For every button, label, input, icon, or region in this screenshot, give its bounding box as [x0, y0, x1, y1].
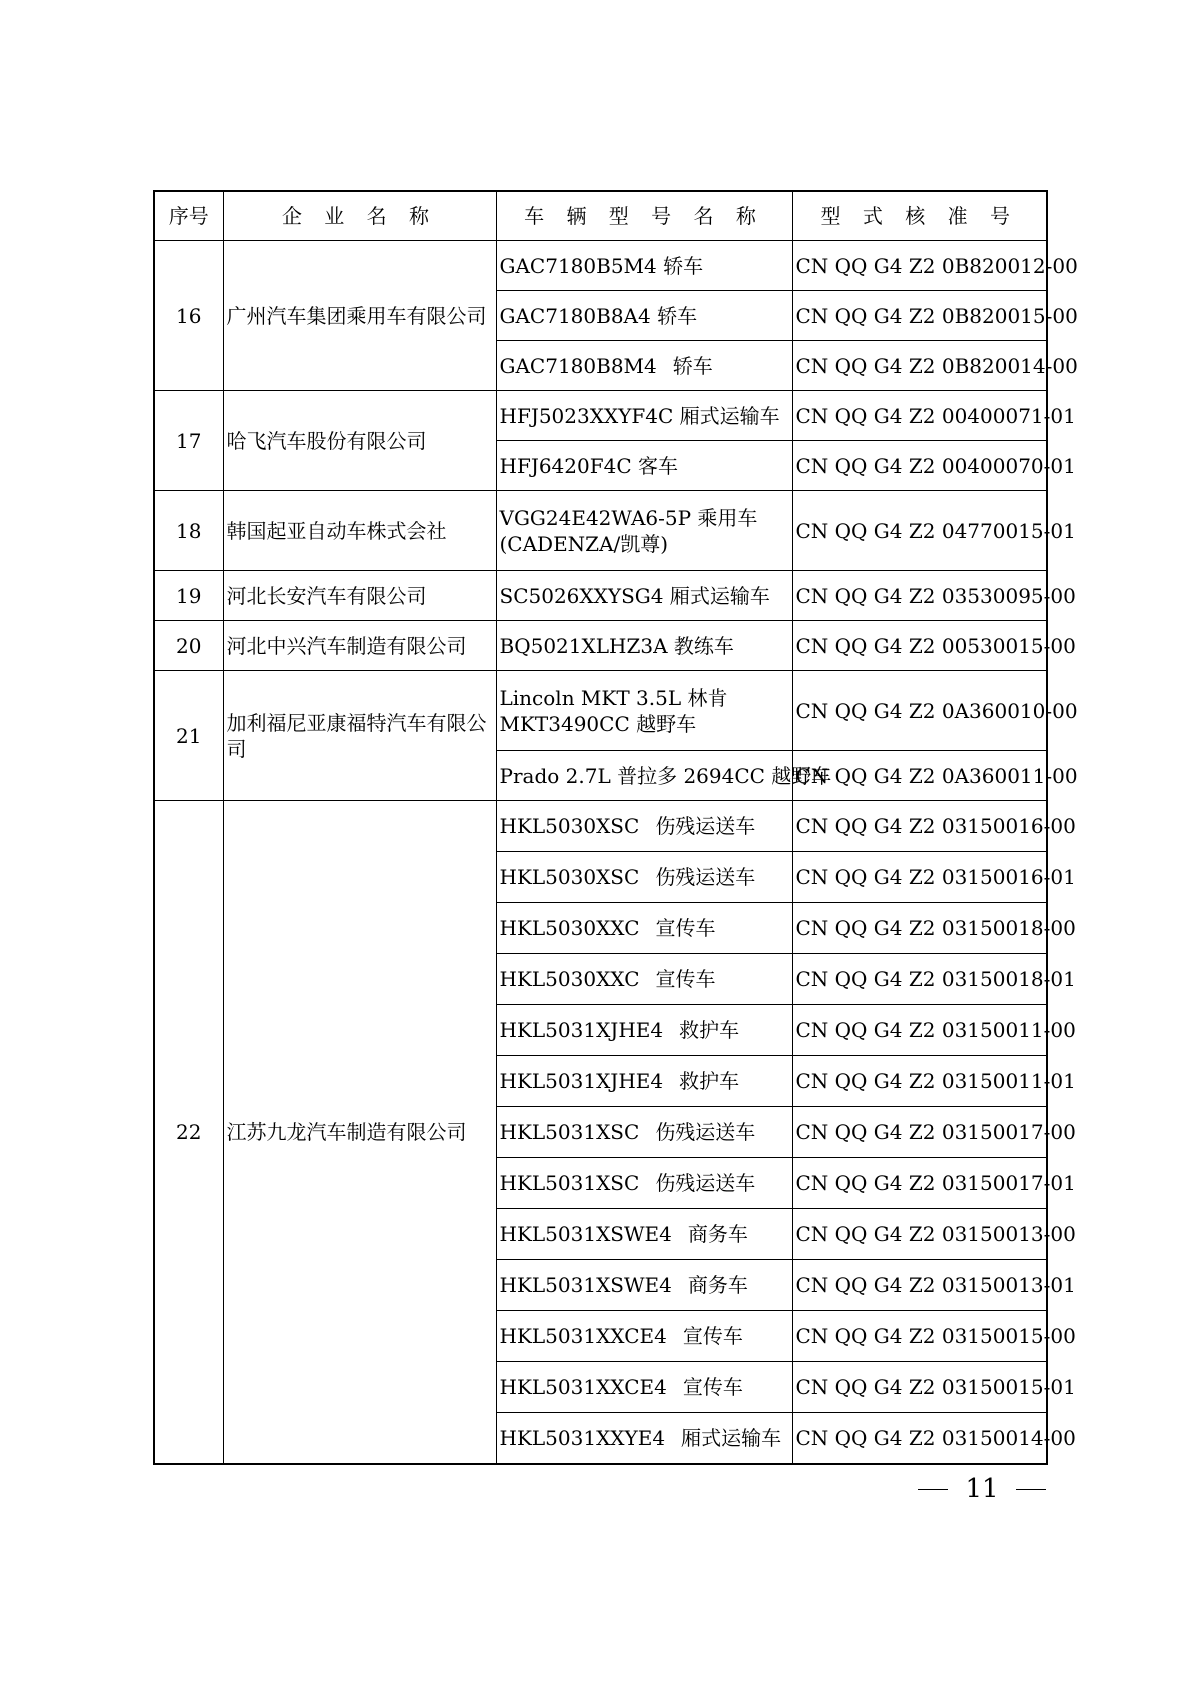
seq-cell: 16: [154, 241, 223, 391]
header-model: 车 辆 型 号 名 称: [496, 191, 792, 241]
model-type: 商务车: [687, 1222, 748, 1246]
model-cell: [496, 751, 832, 801]
seq-cell: 19: [154, 571, 223, 621]
model-cell: [496, 1209, 792, 1260]
model-cell: [496, 1362, 792, 1413]
approval-cell: CN QQ G4 Z2 0B820015-00: [792, 291, 1047, 341]
approval-cell: CN QQ G4 Z2 03530095-00: [792, 571, 1047, 621]
seq-cell: 20: [154, 621, 223, 671]
model-type: 宣传车: [655, 916, 716, 940]
approval-cell: CN QQ G4 Z2 03150018-01: [792, 954, 1047, 1005]
model-type: 救护车: [679, 1018, 740, 1042]
model-code: HKL5030XXC: [499, 967, 640, 991]
model-cell: [496, 241, 792, 291]
company-cell: 江苏九龙汽车制造有限公司: [223, 801, 496, 1464]
company-cell: 哈飞汽车股份有限公司: [223, 391, 496, 491]
model-code: HKL5030XSC: [499, 865, 640, 889]
approval-cell: CN QQ G4 Z2 03150011-00: [792, 1005, 1047, 1056]
approval-cell: CN QQ G4 Z2 00400071-01: [792, 391, 1047, 441]
model-code: HKL5031XJHE4: [499, 1018, 664, 1042]
model-code: GAC7180B5M4: [499, 253, 657, 278]
model-code: HKL5031XXCE4: [499, 1375, 667, 1399]
model-cell: [496, 391, 792, 441]
model-code: HKL5030XSC: [499, 814, 640, 838]
model-cell: [496, 1413, 792, 1464]
model-code: BQ5021XLHZ3A: [499, 633, 668, 658]
approval-cell: CN QQ G4 Z2 03150013-01: [792, 1260, 1047, 1311]
model-cell: [496, 571, 792, 621]
seq-cell: 17: [154, 391, 223, 491]
model-cell: [496, 441, 792, 491]
approval-cell: CN QQ G4 Z2 03150015-01: [792, 1362, 1047, 1413]
header-approval: 型 式 核 准 号: [792, 191, 1047, 241]
model-cell: [496, 903, 792, 954]
approval-cell: CN QQ G4 Z2 03150017-01: [792, 1158, 1047, 1209]
approval-cell: CN QQ G4 Z2 03150013-00: [792, 1209, 1047, 1260]
table-row: [154, 571, 1047, 621]
table-row: [154, 671, 1047, 751]
model-type: 轿车: [672, 353, 713, 378]
approval-cell: CN QQ G4 Z2 03150014-00: [792, 1413, 1047, 1464]
model-type: 厢式运输车: [681, 1425, 782, 1450]
model-code: HKL5031XXCE4: [499, 1324, 667, 1348]
model-cell: [496, 954, 792, 1005]
model-cell: [496, 852, 792, 903]
model-type: 乘用车: [697, 505, 758, 530]
header-seq: 序号: [154, 191, 223, 241]
page-number: [918, 1471, 1046, 1507]
table-row: [154, 391, 1047, 441]
model-type: 救护车: [679, 1069, 740, 1093]
model-cell: [496, 801, 792, 852]
approval-cell: CN QQ G4 Z2 03150015-00: [792, 1311, 1047, 1362]
model-type: 林肯: [687, 685, 728, 710]
model-code: SC5026XXYSG4: [499, 583, 664, 608]
model-type: 轿车: [663, 253, 704, 278]
model-cell: [496, 621, 792, 671]
page-number-value: 11: [965, 1474, 999, 1504]
model-code: VGG24E42WA6-5P: [499, 505, 692, 530]
model-type: 商务车: [687, 1273, 748, 1297]
approval-cell: CN QQ G4 Z2 04770015-01: [792, 491, 1047, 571]
model-code: HKL5031XSWE4: [499, 1273, 672, 1297]
model-code: Lincoln MKT 3.5L: [499, 685, 682, 710]
model-code: HKL5031XJHE4: [499, 1069, 664, 1093]
model-type: 客车: [638, 453, 678, 478]
model-type: 厢式运输车: [679, 403, 780, 428]
approval-cell: CN QQ G4 Z2 03150018-00: [792, 903, 1047, 954]
table-row: [154, 621, 1047, 671]
model-cell: [496, 1005, 792, 1056]
approval-cell: CN QQ G4 Z2 0B820014-00: [792, 341, 1047, 391]
model-code: Prado 2.7L: [499, 763, 611, 788]
header-company: 企 业 名 称: [223, 191, 496, 241]
company-cell: 韩国起亚自动车株式会社: [223, 491, 496, 571]
page-number-dash-right: [1016, 1489, 1046, 1490]
approval-cell: CN QQ G4 Z2 0B820012-00: [792, 241, 1047, 291]
company-cell: 加利福尼亚康福特汽车有限公司: [223, 671, 496, 801]
model-subname: MKT3490CC 越野车: [499, 711, 697, 736]
seq-cell: 18: [154, 491, 223, 571]
model-type: 普拉多 2694CC 越野车: [617, 763, 832, 788]
model-type: 教练车: [673, 633, 734, 658]
model-cell: [496, 1260, 792, 1311]
model-type: 宣传车: [682, 1324, 743, 1348]
model-code: GAC7180B8M4: [499, 353, 657, 378]
model-code: HFJ5023XXYF4C: [499, 403, 674, 428]
model-code: HKL5031XSC: [499, 1120, 640, 1144]
model-cell: [496, 1107, 792, 1158]
table-body: [154, 241, 1078, 1464]
model-code: HKL5031XXYE4: [499, 1425, 666, 1450]
page-number-dash-left: [918, 1489, 948, 1490]
model-type: 轿车: [657, 303, 698, 328]
model-type: 伤残运送车: [655, 1171, 756, 1195]
model-cell: [496, 491, 792, 571]
approval-cell: CN QQ G4 Z2 03150016-01: [792, 852, 1047, 903]
model-cell: [496, 341, 792, 391]
model-cell: [496, 1311, 792, 1362]
model-cell: [496, 671, 792, 751]
seq-cell: 22: [154, 801, 223, 1464]
model-subname: (CADENZA/凯尊): [499, 531, 669, 556]
company-cell: 广州汽车集团乘用车有限公司: [223, 241, 496, 391]
approval-cell: CN QQ G4 Z2 03150017-00: [792, 1107, 1047, 1158]
model-code: HFJ6420F4C: [499, 453, 632, 478]
company-cell: 河北长安汽车有限公司: [223, 571, 496, 621]
model-type: 厢式运输车: [669, 583, 770, 608]
model-code: HKL5031XSWE4: [499, 1222, 672, 1246]
model-type: 伤残运送车: [655, 1120, 756, 1144]
table-row: [154, 491, 1047, 571]
seq-cell: 21: [154, 671, 223, 801]
approval-cell: CN QQ G4 Z2 00400070-01: [792, 441, 1047, 491]
approval-cell: CN QQ G4 Z2 0A360011-00: [792, 751, 1047, 801]
model-type: 伤残运送车: [655, 814, 756, 838]
approval-cell: CN QQ G4 Z2 00530015-00: [792, 621, 1047, 671]
model-type: 宣传车: [682, 1375, 743, 1399]
model-type: 宣传车: [655, 967, 716, 991]
table-row: [154, 241, 1047, 291]
vehicle-approval-table: [153, 190, 1078, 1465]
model-cell: [496, 1158, 792, 1209]
approval-cell: CN QQ G4 Z2 03150011-01: [792, 1056, 1047, 1107]
approval-cell: CN QQ G4 Z2 0A360010-00: [792, 671, 1047, 751]
model-code: HKL5030XXC: [499, 916, 640, 940]
table-row: [154, 801, 1047, 852]
model-code: HKL5031XSC: [499, 1171, 640, 1195]
model-cell: [496, 291, 792, 341]
table-header-row: [154, 191, 1047, 241]
company-cell: 河北中兴汽车制造有限公司: [223, 621, 496, 671]
model-type: 伤残运送车: [655, 865, 756, 889]
model-code: GAC7180B8A4: [499, 303, 651, 328]
approval-cell: CN QQ G4 Z2 03150016-00: [792, 801, 1047, 852]
model-cell: [496, 1056, 792, 1107]
